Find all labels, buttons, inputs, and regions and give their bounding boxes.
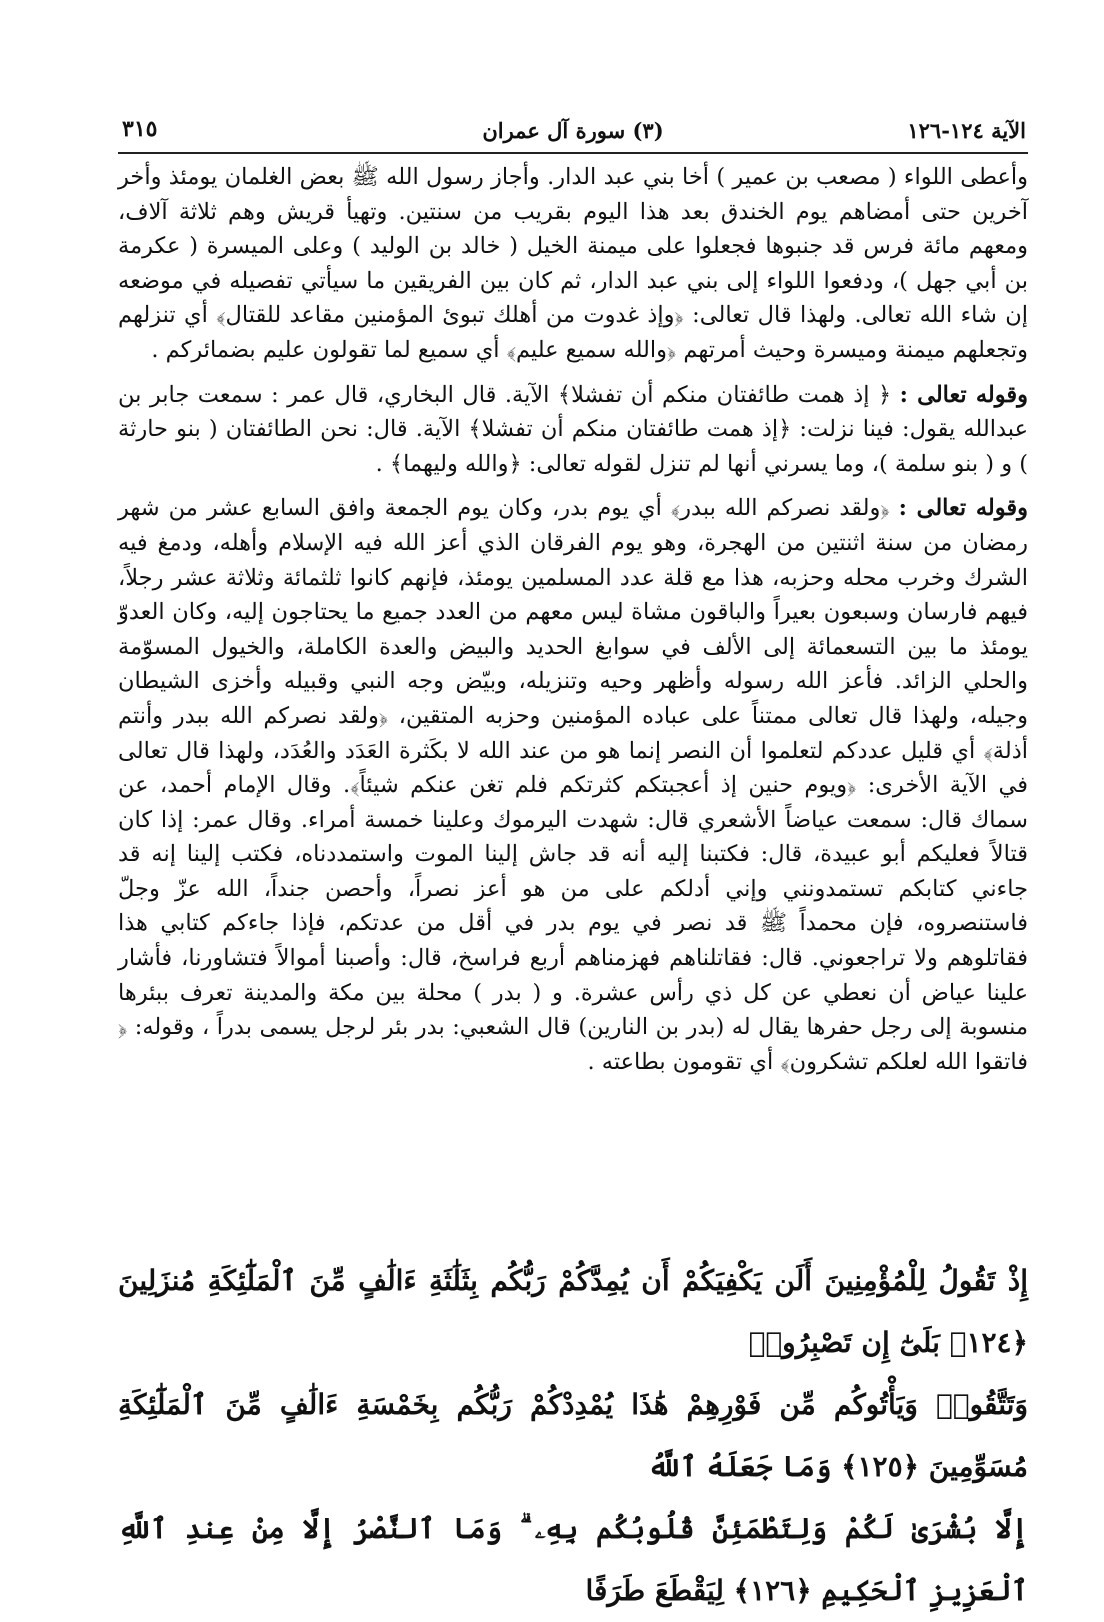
paragraph-text: ﴿ولقد نصركم الله ببدر﴾ أي يوم بدر، وكان يوم الجمعة وافق السابع عشر من شهر رمضان من سنة اثنتين من الهجرة، وهو يوم الفرقان الذي أعز الله فيه الإسلام وأهله، ودمغ فيه الشرك وخرب محله وحزبه، هذا مع قلة عدد المسلمين يومئذ، فإنهم كانوا ثلثمائة وثلاثة عشر رجلاً، فيهم فارسان وسبعون بعيراً والباقون مشاة ليس معهم من العدد جميع ما يحتاجون إليه، وكان العدوّ يومئذ ما بين التسعمائة إلى الألف في سوابغ الحديد والبيض والعدة الكاملة، والخيول المسوّمة والحلي الزائد. فأعز الله رسوله وأظهر وحيه وتنزيله، وبيّض وجه النبي وقبيله وأخزى الشيطان وجيله، ولهذا قال تعالى ممتناً على عباده المؤمنين وحزبه المتقين، ﴿ولقد نصركم الله ببدر وأنتم أذلة﴾ أي قليل عددكم لتعلموا أن النصر إنما هو من عند الله لا بكَثرة العَدَد والعُدَد، ولهذا قال تعالى في الآية الأخرى: ﴿ويوم حنين إذ أعجبتكم كثرتكم فلم تغن عنكم شيئاً﴾. وقال الإمام أحمد، عن سماك قال: سمعت عياضاً الأشعري قال: شهدت اليرموك وعلينا خمسة أمراء. وقال عمر: إذا كان قتالاً فعليكم أبو عبيدة، قال: فكتبنا إليه أنه قد جاش إلينا الموت واستمددناه، فكتب إلينا إنه قد جاءني كتابكم تستمدونني وإني أدلكم على من هو أعز نصراً، وأحصن جنداً، الله عزّ وجلّ فاستنصروه، فإن محمداً ﷺ قد نصر في يوم بدر في أقل من عدتكم، فإذا جاءكم كتابي هذا فقاتلوهم ولا تراجعوني. قال: فقاتلناهم فهزمناهم أربع فراسخ، قال: وأصبنا أموالاً فتشاورنا، فأشار علينا عياض أن نعطي عن كل ذي رأس عشرة. و ( بدر ) محلة بين مكة والمدينة تعرف ببئرها منسوبة إلى رجل حفرها يقال له (بدر بن النارين) قال الشعبي: بدر بئر لرجل يسمى بدراً ، وقوله: ﴿ فاتقوا الله لعلكم تشكرون﴾ أي تقومون بطاعته . [118, 495, 1028, 1075]
paragraph-text: وأعطى اللواء ( مصعب بن عمير ) أخا بني عبد الدار. وأجاز رسول الله ﷺ بعض الغلمان يومئذ وأخر آخرين حتى أمضاهم يوم الخندق بعد هذا اليوم بقريب من سنتين. وتهيأ قريش وهم ثلاثة آلاف، ومعهم مائة فرس قد جنبوها فجعلوا على ميمنة الخيل ( خالد بن الوليد ) وعلى الميسرة ( عكرمة بن أبي جهل )، ودفعوا اللواء إلى بني عبد الدار، ثم كان بين الفريقين ما سيأتي تفصيله في موضعه إن شاء الله تعالى. ولهذا قال تعالى: ﴿وإذ غدوت من أهلك تبوئ المؤمنين مقاعد للقتال﴾ أي تنزلهم وتجعلهم ميمنة وميسرة وحيث أمرتهم ﴿والله سميع عليم﴾ أي سميع لما تقولون عليم بضمائركم . [118, 164, 1028, 363]
paragraph [118, 160, 1028, 368]
commentary-body [118, 160, 1028, 1079]
quran-line: إِذْ تَقُولُ لِلْمُؤْمِنِينَ أَلَن يَكْفِيَكُمْ أَن يُمِدَّكُمْ رَبُّكُم بِثَلَٰثَةِ ءَالَٰفٍ مِّنَ ٱلْمَلَٰٓئِكَةِ مُنزَلِينَ ﴿١٢٤﴾ بَلَىٰٓ إِن تَصْبِرُوا۟ [118, 1264, 1028, 1359]
ayah-range: الآية ١٢٤-١٢٦ [907, 118, 1026, 143]
paragraph [118, 378, 1028, 482]
paragraph-lead: وقوله تعالى : [899, 381, 1028, 408]
header-divider [118, 152, 1028, 154]
page-header [118, 112, 1028, 152]
paragraph-text: ﴿ إذ همت طائفتان منكم أن تفشلا﴾ الآية. قال البخاري، قال عمر : سمعت جابر بن عبدالله يقول: فينا نزلت: ﴿إذ همت طائفتان منكم أن تفشلا﴾ الآية. قال: نحن الطائفتان ( بنو حارثة ) و ( بنو سلمة )، وما يسرني أنها لم تنزل لقوله تعالى: ﴿والله وليهما﴾ . [118, 381, 1028, 477]
quran-line: وَتَتَّقُوا۟ وَيَأْتُوكُم مِّن فَوْرِهِمْ هَٰذَا يُمْدِدْكُمْ رَبُّكُم بِخَمْسَةِ ءَالَٰفٍ مِّنَ ٱلْمَلَٰٓئِكَةِ مُسَوِّمِينَ ﴿١٢٥﴾ وَمَا جَعَلَهُ ٱللَّهُ [118, 1388, 1028, 1483]
quran-verses [118, 1250, 1028, 1622]
quran-line: إِلَّا بُشْرَىٰ لَكُمْ وَلِتَطْمَئِنَّ قُلُوبُكُم بِهِۦ ۗ وَمَا ٱلنَّصْرُ إِلَّا مِنْ عِندِ ٱللَّهِ ٱلْعَزِيزِ ٱلْحَكِيمِ ﴿١٢٦﴾ لِيَقْطَعَ طَرَفًا [118, 1512, 1028, 1607]
page-number: ٣١٥ [122, 116, 158, 142]
paragraph-lead: وقوله تعالى : [898, 495, 1029, 522]
paragraph [118, 491, 1028, 1079]
surah-title: (٣) سورة آل عمران [482, 118, 664, 143]
